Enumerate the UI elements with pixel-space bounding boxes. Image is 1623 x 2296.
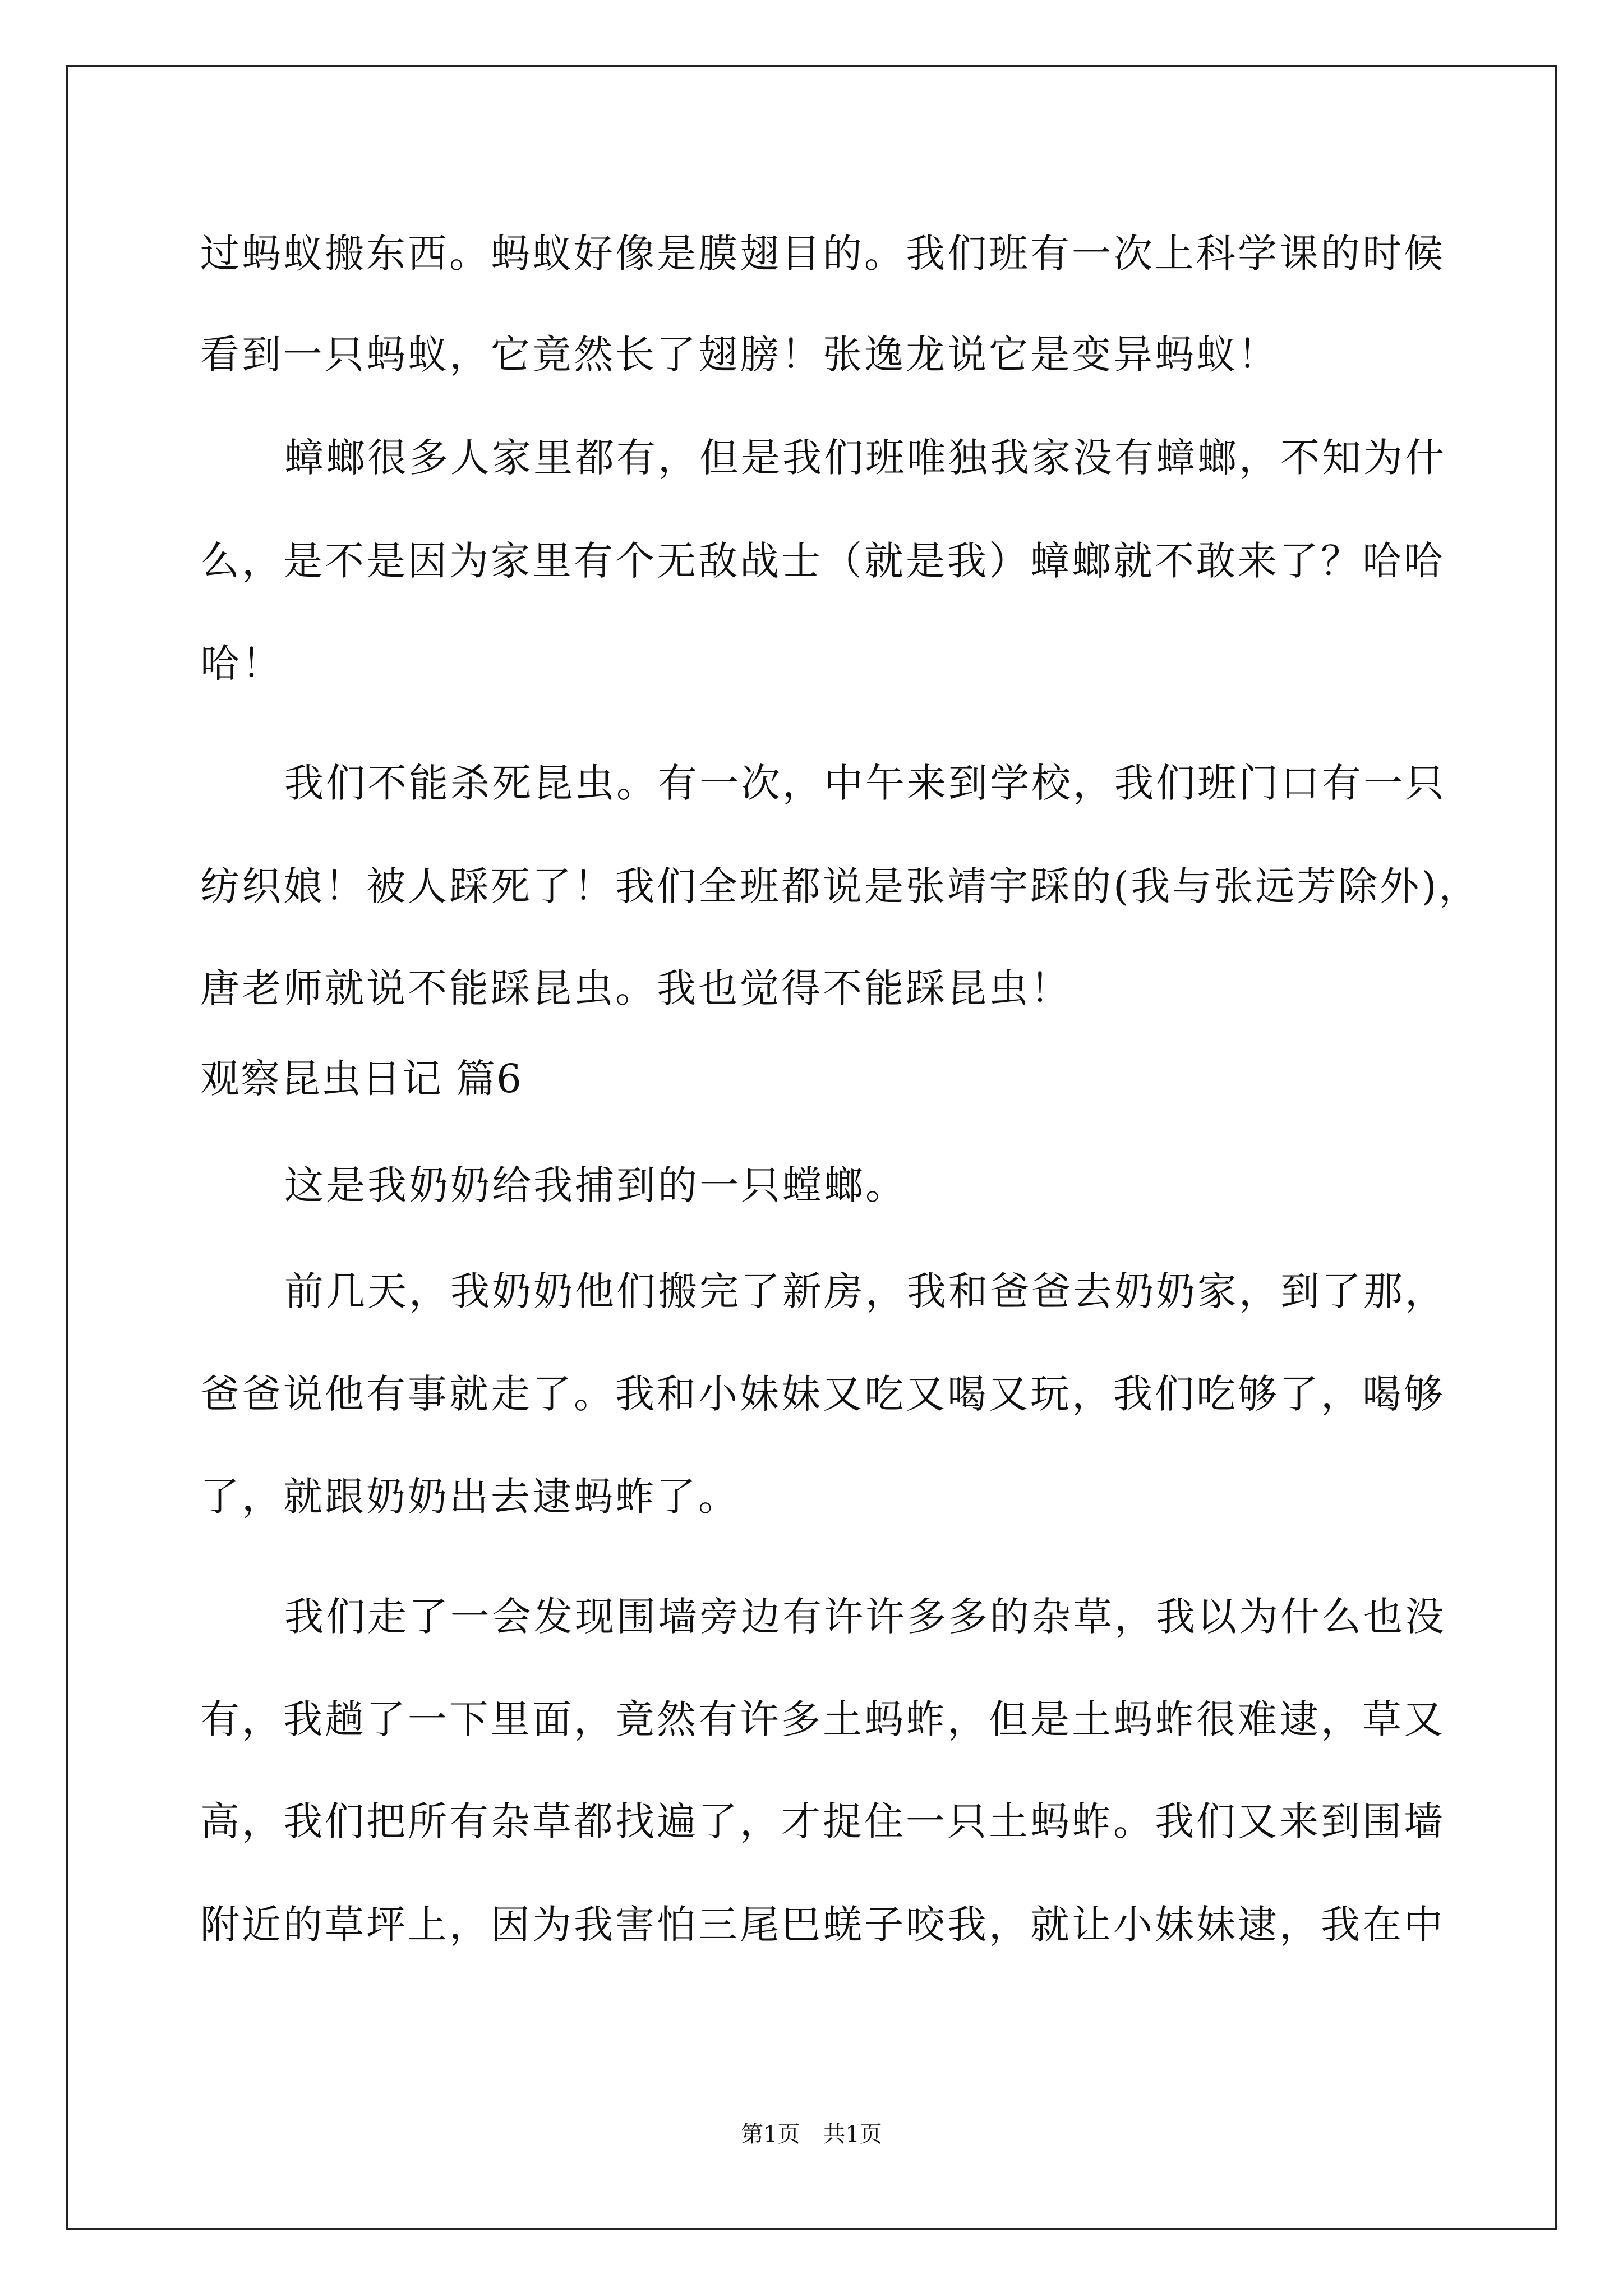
text-line: 爸爸说他有事就走了。我和小妹妹又吃又喝又玩，我们吃够了，喝够: [200, 1371, 1445, 1417]
paragraph-start-line: 我们不能杀死昆虫。有一次，中午来到学校，我们班门口有一只: [284, 760, 1446, 806]
text-line: 了，就跟奶奶出去逮蚂蚱了。: [200, 1474, 740, 1520]
page-footer: [0, 2120, 1623, 2148]
section-heading: 观察昆虫日记 篇6: [200, 1056, 523, 1102]
page-total: 共1页: [823, 2122, 882, 2147]
page-number: 第1页: [741, 2122, 800, 2147]
text-line: 哈！: [200, 641, 283, 687]
text-line: 附近的草坪上，因为我害怕三尾巴蜣子咬我，就让小妹妹逮，我在中: [200, 1902, 1445, 1948]
text-line: 过蚂蚁搬东西。蚂蚁好像是膜翅目的。我们班有一次上科学课的时候: [200, 231, 1445, 277]
text-line: 纺织娘！被人踩死了！我们全班都说是张靖宇踩的(我与张远芳除外)，: [200, 863, 1481, 909]
paragraph-start-line: 这是我奶奶给我捕到的一只螳螂。: [284, 1162, 907, 1208]
paragraph-start-line: 蟑螂很多人家里都有，但是我们班唯独我家没有蟑螂，不知为什: [284, 435, 1446, 481]
text-line: 有，我趟了一下里面，竟然有许多土蚂蚱，但是土蚂蚱很难逮，草又: [200, 1696, 1445, 1742]
text-line: 么，是不是因为家里有个无敌战士（就是我）蟑螂就不敢来了？哈哈: [200, 538, 1445, 584]
paragraph-start-line: 我们走了一会发现围墙旁边有许许多多的杂草，我以为什么也没: [284, 1594, 1446, 1640]
text-line: 高，我们把所有杂草都找遍了，才捉住一只土蚂蚱。我们又来到围墙: [200, 1798, 1445, 1844]
paragraph-start-line: 前几天，我奶奶他们搬完了新房，我和爸爸去奶奶家，到了那，: [284, 1268, 1446, 1314]
text-line: 唐老师就说不能踩昆虫。我也觉得不能踩昆虫！: [200, 965, 1072, 1011]
text-line: 看到一只蚂蚁，它竟然长了翅膀！张逸龙说它是变异蚂蚁！: [200, 332, 1279, 378]
